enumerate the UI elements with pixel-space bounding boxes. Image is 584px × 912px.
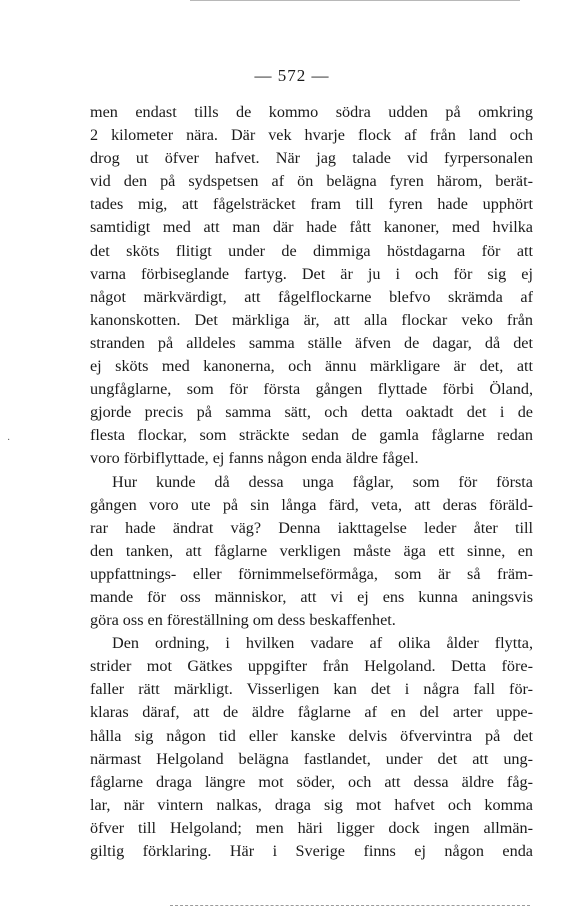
paragraph-3	[90, 632, 533, 863]
text-line: men endast tills de kommo södra udden på omkring	[90, 103, 533, 121]
top-edge-rule	[190, 0, 520, 1]
text-line: voro förbiflyttade, ej fanns någon enda äldre fågel.	[90, 449, 419, 468]
text-line: det sköts flitigt under de dimmiga höstdagarna för att	[90, 241, 533, 260]
paragraph-2	[90, 471, 533, 633]
text-line: tades mig, att fågelsträcket fram till fyren hade upphört	[90, 195, 533, 214]
text-line: Hur kunde då dessa unga fåglar, som för första	[112, 472, 533, 491]
text-line: varna förbiseglande fartyg. Det är ju i och för sig ej	[90, 264, 533, 283]
text-line: stranden på alldeles samma ställe äfven de dagar, då det	[90, 333, 533, 352]
text-line: 2 kilometer nära. Där vek hvarje flock af från land och	[90, 126, 533, 145]
text-line: något märkvärdigt, att fågelflockarne blefvo skrämda af	[90, 287, 533, 306]
text-line: rar hade ändrat väg? Denna iakttagelse leder åter till	[90, 518, 533, 537]
text-line: ungfåglarne, som för första gången flyttade förbi Öland,	[90, 380, 533, 399]
body-text	[90, 101, 533, 863]
text-line: Den ordning, i hvilken vadare af olika ålder flytta,	[112, 634, 533, 653]
text-line: den tanken, att fåglarne verkligen måste äga ett sinne, en	[90, 541, 533, 560]
text-line: ej sköts med kanonerna, och ännu märkligare är det, att	[90, 357, 533, 376]
text-line: samtidigt med att man där hade fått kanoner, med hvilka	[90, 218, 533, 237]
text-line: göra oss en föreställning om dess beskaffenhet.	[90, 611, 396, 630]
text-line: drog ut öfver hafvet. När jag talade vid fyrpersonalen	[90, 149, 533, 168]
text-line: faller rätt märkligt. Visserligen kan det i några fall för-	[90, 680, 533, 699]
text-line: uppfattnings- eller förnimmelseförmåga, som är så främ-	[90, 564, 533, 583]
text-line: fåglarne draga längre mot söder, och att dessa äldre fåg-	[90, 772, 533, 791]
text-line: närmast Helgoland belägna fastlandet, under det att ung-	[90, 749, 533, 768]
text-line: flesta flockar, som sträckte sedan de gamla fåglarne redan	[90, 426, 533, 445]
text-line: lar, när vintern nalkas, draga sig mot hafvet och komma	[90, 795, 533, 814]
text-line: mande för oss människor, att vi ej ens kunna aningsvis	[90, 587, 533, 606]
text-line: kanonskotten. Det märkliga är, att alla flockar veko från	[90, 310, 533, 329]
text-line: strider mot Gätkes uppgifter från Helgoland. Detta före-	[90, 657, 533, 676]
text-line: giltig förklaring. Här i Sverige finns ej någon enda	[90, 842, 533, 860]
text-line: öfver till Helgoland; men häri ligger dock ingen allmän-	[90, 818, 533, 837]
page-number: — 572 —	[254, 66, 330, 85]
paragraph-1	[90, 101, 533, 471]
text-line: hålla sig någon tid eller kanske delvis öfvervintra på det	[90, 726, 533, 745]
bottom-edge-rule	[170, 905, 530, 906]
margin-mark: ·	[7, 435, 11, 446]
text-line: vid den på sydspetsen af ön belägna fyren härom, berät-	[90, 172, 533, 191]
text-line: gången voro ute på sin långa färd, veta, att deras föräld-	[90, 495, 533, 514]
text-line: klaras däraf, att de äldre fåglarne af en del arter uppe-	[90, 703, 533, 722]
text-line: gjorde precis på samma sätt, och detta oaktadt det i de	[90, 403, 533, 422]
